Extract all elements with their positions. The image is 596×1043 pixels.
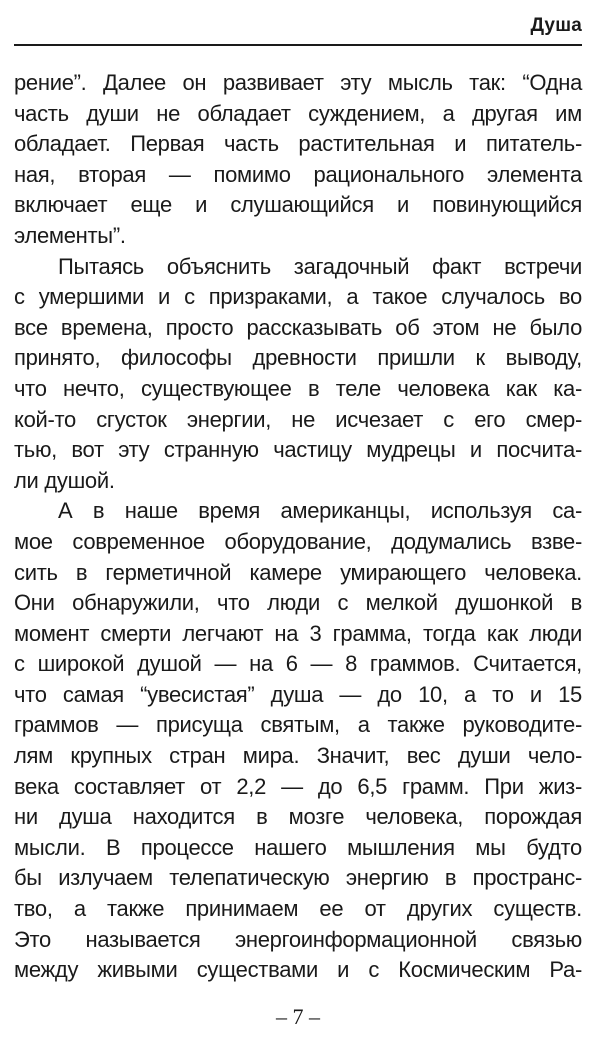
text-line: тво, а также принимаем ее от других существ. xyxy=(14,896,582,922)
body-text xyxy=(14,68,582,986)
text-line: ная, вторая — помимо рационального элемента xyxy=(14,161,582,187)
text-line: включает еще и слушающийся и повинующийся xyxy=(14,192,582,218)
text-line: века составляет от 2,2 — до 6,5 грамм. При жиз- xyxy=(14,773,582,799)
text-line: бы излучаем телепатическую энергию в пространс- xyxy=(14,865,582,891)
paragraph-start-line: А в наше время американцы, используя са- xyxy=(58,498,582,524)
text-line: ли душой. xyxy=(14,467,115,493)
text-line: тью, вот эту странную частицу мудрецы и посчита- xyxy=(14,437,582,463)
text-line: сить в герметичной камере умирающего человека. xyxy=(14,559,582,585)
text-line: с широкой душой — на 6 — 8 граммов. Считается, xyxy=(14,651,582,677)
text-line: что самая “увесистая” душа — до 10, а то и 15 xyxy=(14,681,582,707)
text-line: момент смерти легчают на 3 грамма, тогда как люди xyxy=(14,620,582,646)
text-line: ни душа находится в мозге человека, порождая xyxy=(14,804,582,830)
text-line: с умершими и с призраками, а такое случалось во xyxy=(14,284,582,310)
text-line: принято, философы древности пришли к выводу, xyxy=(14,345,582,371)
text-line: мое современное оборудование, додумались взве- xyxy=(14,528,582,554)
text-line: мысли. В процессе нашего мышления мы будто xyxy=(14,834,582,860)
text-line: что нечто, существующее в теле человека как ка- xyxy=(14,375,582,401)
page-number: – 7 – xyxy=(276,1004,320,1029)
running-head: Душа xyxy=(530,15,582,36)
text-line: между живыми существами и с Космическим Ра- xyxy=(14,957,582,983)
text-line: все времена, просто рассказывать об этом не было xyxy=(14,314,582,340)
text-line: лям крупных стран мира. Значит, вес души чело- xyxy=(14,743,582,769)
page-header xyxy=(14,0,582,46)
paragraph-start-line: Пытаясь объяснить загадочный факт встречи xyxy=(58,253,582,279)
text-line: кой-то сгусток энергии, не исчезает с его смер- xyxy=(14,406,582,432)
text-line: элементы”. xyxy=(14,222,126,248)
text-line: Это называется энергоинформационной связью xyxy=(14,926,582,952)
text-line: граммов — присуща святым, а также руководите- xyxy=(14,712,582,738)
text-line: Они обнаружили, что люди с мелкой душонкой в xyxy=(14,590,582,616)
text-line: часть души не обладает суждением, а другая им xyxy=(14,100,582,126)
text-line: обладает. Первая часть растительная и питатель- xyxy=(14,131,582,157)
text-line: рение”. Далее он развивает эту мысль так: “Одна xyxy=(14,70,582,95)
